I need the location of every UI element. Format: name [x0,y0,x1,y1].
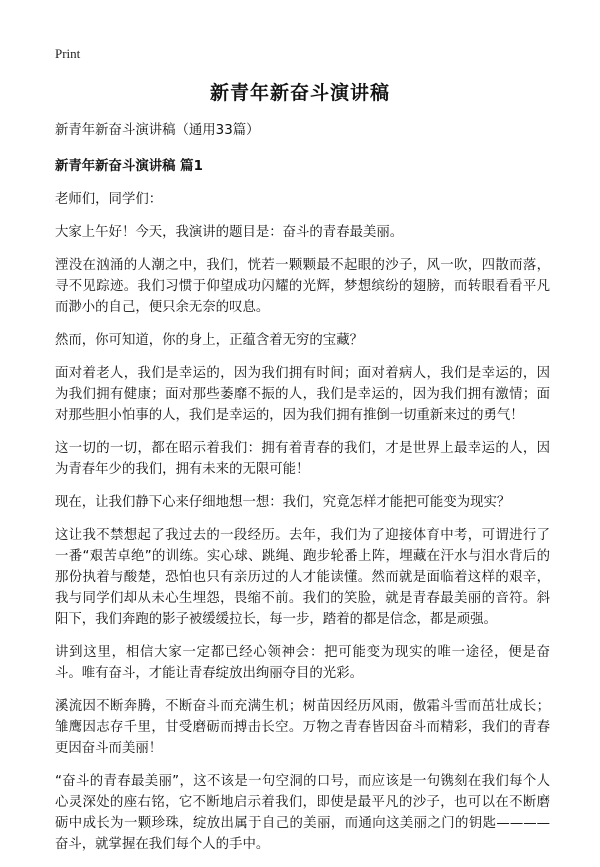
paragraph-treasure-question: 然而，你可知道，你的身上，正蕴含着无穷的宝藏？ [55,333,363,348]
paragraph-reflection: 现在，让我们静下心来仔细地想一想：我们，究竟怎样才能把可能变为现实？ [55,495,511,510]
document-subtitle: 新青年新奋斗演讲稿（通用33篇） [55,123,260,138]
paragraph-intro: 大家上午好！今天，我演讲的题目是：奋斗的青春最美丽。 [55,225,404,240]
paragraph-fortunate: 面对着老人，我们是幸运的，因为我们拥有时间；面对着病人，我们是幸运的，因为我们拥有健康；面对那些萎靡不振的人，我们是幸运的，因为我们拥有激情；面对那些胆小怕事的人，我们是幸运的，因为我们拥有推倒一切重新来过的勇气！ [55,366,550,423]
section-heading: 新青年新奋斗演讲稿 篇1 [55,159,203,174]
paragraph-sand: 湮没在汹涌的人潮之中，我们，恍若一颗颗最不起眼的沙子，风一吹，四散而落，寻不见踪迹。我们习惯于仰望成功闪耀的光辉，梦想缤纷的翅膀，而转眼看看平凡而渺小的自己，便只余无奈的叹息。 [55,258,550,315]
paragraph-conclusion: “奋斗的青春最美丽”，这不该是一句空洞的口号，而应该是一句镌刻在我们每个人心灵深处的座右铭，它不断地启示着我们，即使是最平凡的沙子，也可以在不断磨砺中成长为一颗珍珠，绽放出属于自己的美丽，而通向这美丽之门的钥匙————奋斗，就掌握在我们每个人的手中。 [55,774,550,852]
print-link[interactable]: Print [55,46,81,61]
page-title: 新青年新奋斗演讲稿 [209,82,390,104]
paragraph-possibility: 这一切的一切，都在昭示着我们：拥有着青春的我们，才是世界上最幸运的人，因为青春年少的我们，拥有未来的无限可能！ [55,441,550,477]
paragraph-nature: 溪流因不断奔腾，不断奋斗而充满生机；树苗因经历风雨，傲霜斗雪而茁壮成长；雏鹰因志存千里，甘受磨砺而搏击长空。万物之青春皆因奋斗而精彩，我们的青春更因奋斗而美丽！ [55,699,550,756]
paragraph-striving: 讲到这里，相信大家一定都已经心领神会：把可能变为现实的唯一途径，便是奋斗。唯有奋斗，才能让青春绽放出绚丽夺目的光彩。 [55,645,550,681]
paragraph-greeting: 老师们，同学们： [55,192,163,207]
document-body [55,120,550,867]
paragraph-experience: 这让我不禁想起了我过去的一段经历。去年，我们为了迎接体育中考，可谓进行了一番“艰苦卓绝”的训练。实心球、跳绳、跑步轮番上阵，埋藏在汗水与泪水背后的那份执着与酸楚，恐怕也只有亲历过的人才能读懂。然而就是面临着这样的艰辛，我与同学们却从未心生埋怨，畏缩不前。我们的笑脸，就是青春最美丽的音符。斜阳下，我们奔跑的影子被缓缓拉长，每一步，踏着的都是信念，都是顽强。 [55,528,550,627]
